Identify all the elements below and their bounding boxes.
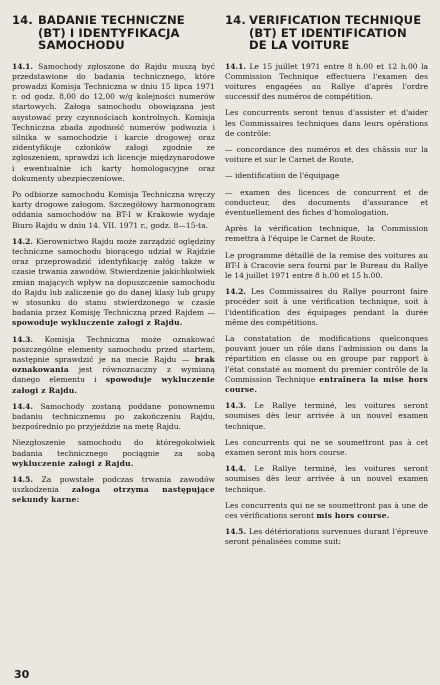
- left-column-polish: [12, 14, 215, 554]
- paragraph-pl-6: Niezgłoszenie samochodu do któregokolwiek badania technicznego pociągnie za sobą wykluczenie załogi z Rajdu.: [12, 438, 215, 468]
- paragraph-14-5-fr: 14.5. Les détériorations survenues durant l'épreuve seront pénalisées comme suit:: [225, 527, 428, 547]
- paragraph-fr-9: La constatation de modifications quelconques pouvant jouer un rôle dans l'admission ou dans la répartition en classe ou en groupe par rapport à l'état constaté au moment du premier contrôle de la Commission Technique entraînera la mise hors course.: [225, 333, 428, 394]
- paragraph-fr-3: — concordance des numéros et des châssis sur la voiture et sur le Carnet de Route,: [225, 144, 428, 165]
- paragraph-14-2-pl: 14.2. Kierownictwo Rajdu może zarządzić oględziny techniczne samochodu biorącego udział w Rajdzie oraz przeprowadzić identyfikację załóg także w czasie trwania zawodów. Stwierdzenie jakichkolwiek zmian mających wpływ na dopuszczenie samochodu do Rajdu lub zaliczenie go do danej klasy lub grupy w stosunku do stanu stwierdzonego w czasie badania przez Komisję Techniczną przed Rajdem — spowoduje wykluczenie załogi z Rajdu.: [12, 236, 215, 328]
- paragraph-fr-6: Après la vérification technique, la Commission remettra à l'équipe le Carnet de Route.: [225, 224, 428, 244]
- paragraph-fr-5: — examen des licences de concurrent et de conducteur, des documents d'assurance et éventuellement des fiches d'homologation.: [225, 187, 428, 217]
- paragraph-14-3-pl: 14.3. Komisja Techniczna może oznakować poszczególne elementy samochodu przed startem, następnie sprawdzić je na mecie Rajdu — brak oznakowania jest równoznaczny z wymianą danego elementu i spowoduje wykluczenie załogi z Rajdu.: [12, 334, 215, 395]
- paragraph-14-1-fr: 14.1. Le 15 juillet 1971 entre 8 h.00 et 12 h.00 la Commission Technique effectuera l'examen des voitures engagées au Rallye d'après l'ordre successif des numéros de compétition.: [225, 61, 428, 102]
- section-heading-french: 14. VERIFICATION TECHNIQUE (BT) ET IDENTIFICATION DE LA VOITURE: [225, 13, 422, 52]
- paragraph-14-5-pl: 14.5. Za powstałe podczas trwania zawodów uszkodzenia załoga otrzyma następujące sekundy karne:: [12, 475, 215, 505]
- section-heading-polish: 14. BADANIE TECHNICZNE (BT) I IDENTYFIKACJA SAMOCHODU: [12, 13, 185, 52]
- paragraph-14-3-fr: 14.3. Le Rallye terminé, les voitures seront soumises dès leur arrivée à un nouvel examen technique.: [225, 401, 429, 431]
- two-column-layout: [12, 14, 428, 554]
- paragraph-fr-4: — identification de l'équipage: [225, 171, 340, 181]
- paragraph-pl-2: Po odbiorze samochodu Komisja Techniczna wręczy karty drogowe załogom. Szczegółowy harmonogram oddania samochodów na BT-I w Krakowie wydaje Biuro Rajdu w dniu 14. VII. 1971 r., godz. 8—15-ta.: [12, 189, 215, 230]
- paragraph-14-4-pl: 14.4. Samochody zostaną poddane ponownemu badaniu technicznemu po zakończeniu Rajdu, bezpośrednio po przyjeździe na metę Rajdu.: [12, 401, 215, 432]
- right-column-french: [225, 14, 428, 554]
- paragraph-fr-11: Les concurrents qui ne se soumettront pas à cet examen seront mis hors course.: [225, 437, 428, 457]
- paragraph-fr-2: Les concurrents seront tenus d'assister et d'aider les Commissaires techniques dans leurs opérations de contrôle:: [225, 108, 428, 138]
- paragraph-14-2-fr: 14.2. Les Commissaires du Rallye pourront faire procéder soit à une vérification technique, soit à l'identification des équipages pendant la durée même des compétitions.: [225, 287, 428, 327]
- paragraph-fr-7: Le programme détaillé de la remise des voitures au BT-I à Cracovie sera fourni par le Bureau du Rallye le 14 juillet 1971 entre 8 h.00 et 15 h.00.: [225, 250, 428, 280]
- paragraph-14-1-pl: 14.1. Samochody zgłoszone do Rajdu muszą być przedstawione do badania technicznego, które prowadzi Komisja Techniczna w dniu 15 lipca 1971 r. od godz. 8,00 do 12,00 w/g kolejności numerów startowych. Załoga samochodu obowiązana jest asystować przy czynnościach kontrolnych. Komisja Techniczna zbada zgodność numerów podwozia i silnika w samochodzie i karcie drogowej oraz zidentyfikuje członków załogi zgodnie ze zgłoszeniem, sprawdzi ich licencje międzynarodowe i ewentualnie ich karty homologacyjne oraz dokumenty ubezpieczeniowe.: [12, 61, 215, 183]
- page-number: 30: [14, 668, 30, 681]
- paragraph-14-4-fr: 14.4. Le Rallye terminé, les voitures seront soumises dès leur arrivée à un nouvel examen technique.: [225, 464, 429, 494]
- paragraph-fr-13: Les concurrents qui ne se soumettront pas à une de ces vérifications seront mis hors course.: [225, 500, 428, 521]
